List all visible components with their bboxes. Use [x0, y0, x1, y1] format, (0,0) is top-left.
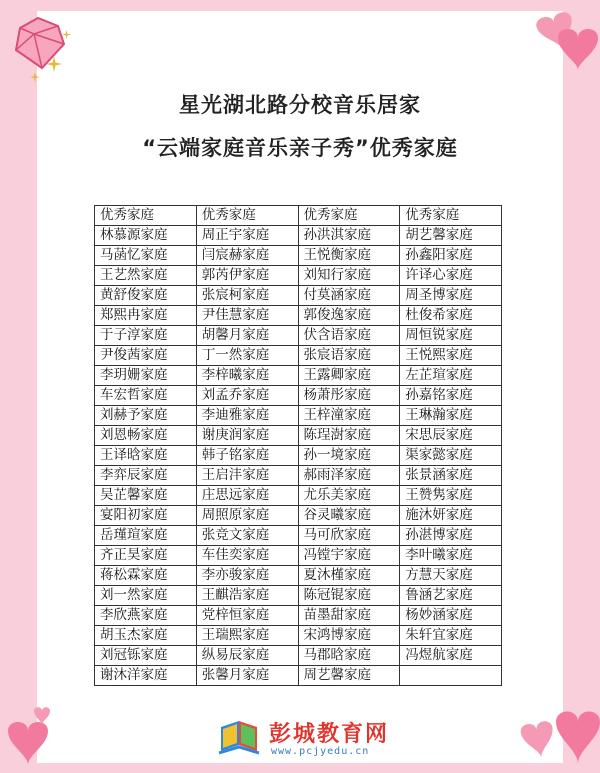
table-row — [95, 506, 502, 526]
table-cell: 王瑞熙家庭 — [196, 626, 298, 646]
table-cell: 尤乐美家庭 — [298, 486, 400, 506]
table-cell: 杨萧彤家庭 — [298, 386, 400, 406]
table-cell: 车宏哲家庭 — [95, 386, 197, 406]
table-cell: 于子淳家庭 — [95, 326, 197, 346]
table-cell: 马可欣家庭 — [298, 526, 400, 546]
table-row — [95, 666, 502, 686]
table-cell: 尹俊茜家庭 — [95, 346, 197, 366]
table-cell: 张景涵家庭 — [400, 466, 502, 486]
table-row — [95, 226, 502, 246]
table-header-row — [95, 206, 502, 226]
table-cell: 优秀家庭 — [400, 206, 502, 226]
table-cell: 王悦衡家庭 — [298, 246, 400, 266]
sparkle-icon — [62, 30, 71, 39]
table-cell: 尹佳慧家庭 — [196, 306, 298, 326]
table-cell: 付莫涵家庭 — [298, 286, 400, 306]
table-cell: 渠家懿家庭 — [400, 446, 502, 466]
table-cell: 伏含语家庭 — [298, 326, 400, 346]
table-cell: 郑熙冉家庭 — [95, 306, 197, 326]
table-row — [95, 266, 502, 286]
table-cell: 王艺然家庭 — [95, 266, 197, 286]
table-row — [95, 486, 502, 506]
table-cell: 周正宇家庭 — [196, 226, 298, 246]
table-cell: 马郡晗家庭 — [298, 646, 400, 666]
table-cell: 周艺馨家庭 — [298, 666, 400, 686]
table-cell: 李弈辰家庭 — [95, 466, 197, 486]
table-row — [95, 366, 502, 386]
table-cell: 王麒浩家庭 — [196, 586, 298, 606]
table-cell: 车佳奕家庭 — [196, 546, 298, 566]
table-cell: 朱轩宜家庭 — [400, 626, 502, 646]
table-cell: 谢庚润家庭 — [196, 426, 298, 446]
table-row — [95, 566, 502, 586]
table-cell: 冯煜航家庭 — [400, 646, 502, 666]
table-cell: 郝雨泽家庭 — [298, 466, 400, 486]
table-cell: 方慧天家庭 — [400, 566, 502, 586]
table-cell: 孙湛博家庭 — [400, 526, 502, 546]
heart-icon — [0, 705, 60, 771]
table-cell: 苗墨甜家庭 — [298, 606, 400, 626]
table-cell: 蒋松霖家庭 — [95, 566, 197, 586]
table-cell: 刘赫予家庭 — [95, 406, 197, 426]
table-cell: 王译晗家庭 — [95, 446, 197, 466]
table-cell: 孙嘉铭家庭 — [400, 386, 502, 406]
table-cell: 宋鸿博家庭 — [298, 626, 400, 646]
table-cell: 周照原家庭 — [196, 506, 298, 526]
table-row — [95, 466, 502, 486]
table-cell: 孙鑫阳家庭 — [400, 246, 502, 266]
table-row — [95, 586, 502, 606]
table-row — [95, 526, 502, 546]
table-cell: 张竞文家庭 — [196, 526, 298, 546]
table-cell: 丁一然家庭 — [196, 346, 298, 366]
table-cell: 孙一境家庭 — [298, 446, 400, 466]
page-title-line1: 星光湖北路分校音乐居家 — [179, 93, 421, 117]
table-cell: 刘孟乔家庭 — [196, 386, 298, 406]
table-cell: 夏沐槿家庭 — [298, 566, 400, 586]
table-cell: 张馨月家庭 — [196, 666, 298, 686]
table-cell: 闫宸赫家庭 — [196, 246, 298, 266]
book-logo-icon — [217, 717, 261, 757]
table-cell: 刘一然家庭 — [95, 586, 197, 606]
table-cell: 王梓潼家庭 — [298, 406, 400, 426]
table-cell: 刘冠铄家庭 — [95, 646, 197, 666]
table-cell: 王露卿家庭 — [298, 366, 400, 386]
table-cell: 王悦熙家庭 — [400, 346, 502, 366]
table-row — [95, 386, 502, 406]
table-cell: 李梓曦家庭 — [196, 366, 298, 386]
table-row — [95, 606, 502, 626]
table-cell: 纵易辰家庭 — [196, 646, 298, 666]
table-cell: 谷灵曦家庭 — [298, 506, 400, 526]
table-cell: 优秀家庭 — [196, 206, 298, 226]
table-cell: 杜俊希家庭 — [400, 306, 502, 326]
heart-icon — [520, 700, 600, 772]
table-cell: 李亦骏家庭 — [196, 566, 298, 586]
table-row — [95, 326, 502, 346]
table-cell: 周圣博家庭 — [400, 286, 502, 306]
table-cell: 韩子铭家庭 — [196, 446, 298, 466]
table-cell: 李叶曦家庭 — [400, 546, 502, 566]
table-cell: 胡馨月家庭 — [196, 326, 298, 346]
table-cell: 胡玉杰家庭 — [95, 626, 197, 646]
table-cell: 黄舒俊家庭 — [95, 286, 197, 306]
page-title-line2: “云端家庭音乐亲子秀”优秀家庭 — [142, 136, 458, 160]
table-cell: 谢沐洋家庭 — [95, 666, 197, 686]
table-cell: 李迪雅家庭 — [196, 406, 298, 426]
table-cell: 王琳瀚家庭 — [400, 406, 502, 426]
logo-name: 彭城教育网 — [269, 722, 390, 747]
table-cell: 李欣燕家庭 — [95, 606, 197, 626]
table-cell: 王启沣家庭 — [196, 466, 298, 486]
table-row — [95, 626, 502, 646]
table-cell: 庄思远家庭 — [196, 486, 298, 506]
table-row — [95, 426, 502, 446]
table-cell: 冯镗宇家庭 — [298, 546, 400, 566]
table-cell: 齐正昊家庭 — [95, 546, 197, 566]
table-row — [95, 306, 502, 326]
table-cell: 马菡忆家庭 — [95, 246, 197, 266]
table-cell: 孙洪淇家庭 — [298, 226, 400, 246]
table-cell: 林慕源家庭 — [95, 226, 197, 246]
honor-list-table — [94, 205, 502, 686]
table-cell: 宋思辰家庭 — [400, 426, 502, 446]
sparkle-icon — [46, 56, 62, 72]
table-row — [95, 646, 502, 666]
table-cell: 张宸语家庭 — [298, 346, 400, 366]
table-row — [95, 546, 502, 566]
table-row — [95, 446, 502, 466]
table-cell: 施沐妍家庭 — [400, 506, 502, 526]
table-cell: 宴阳初家庭 — [95, 506, 197, 526]
table-cell: 刘恩畅家庭 — [95, 426, 197, 446]
table-cell: 优秀家庭 — [95, 206, 197, 226]
table-cell: 吴芷馨家庭 — [95, 486, 197, 506]
table-row — [95, 246, 502, 266]
table-cell: 鲁涵艺家庭 — [400, 586, 502, 606]
table-cell: 张宸柯家庭 — [196, 286, 298, 306]
table-cell: 王赞隽家庭 — [400, 486, 502, 506]
table-cell: 岳瑾瑄家庭 — [95, 526, 197, 546]
table-row — [95, 406, 502, 426]
table-cell — [400, 666, 502, 686]
logo-url: www.pcjyedu.cn — [271, 746, 370, 757]
table-cell: 胡艺馨家庭 — [400, 226, 502, 246]
table-cell: 郭俊逸家庭 — [298, 306, 400, 326]
table-row — [95, 286, 502, 306]
table-cell: 优秀家庭 — [298, 206, 400, 226]
table-cell: 陈珵澍家庭 — [298, 426, 400, 446]
table-cell: 杨妙涵家庭 — [400, 606, 502, 626]
table-cell: 陈冠锟家庭 — [298, 586, 400, 606]
table-cell: 左芷瑄家庭 — [400, 366, 502, 386]
heart-icon — [518, 8, 598, 74]
table-cell: 刘知行家庭 — [298, 266, 400, 286]
table-cell: 李玥姗家庭 — [95, 366, 197, 386]
table-cell: 周恒锐家庭 — [400, 326, 502, 346]
table-cell: 郭芮伊家庭 — [196, 266, 298, 286]
sparkle-icon — [30, 72, 40, 82]
table-cell: 许译心家庭 — [400, 266, 502, 286]
table-row — [95, 346, 502, 366]
table-cell: 党梓恒家庭 — [196, 606, 298, 626]
site-logo[interactable] — [217, 715, 407, 763]
